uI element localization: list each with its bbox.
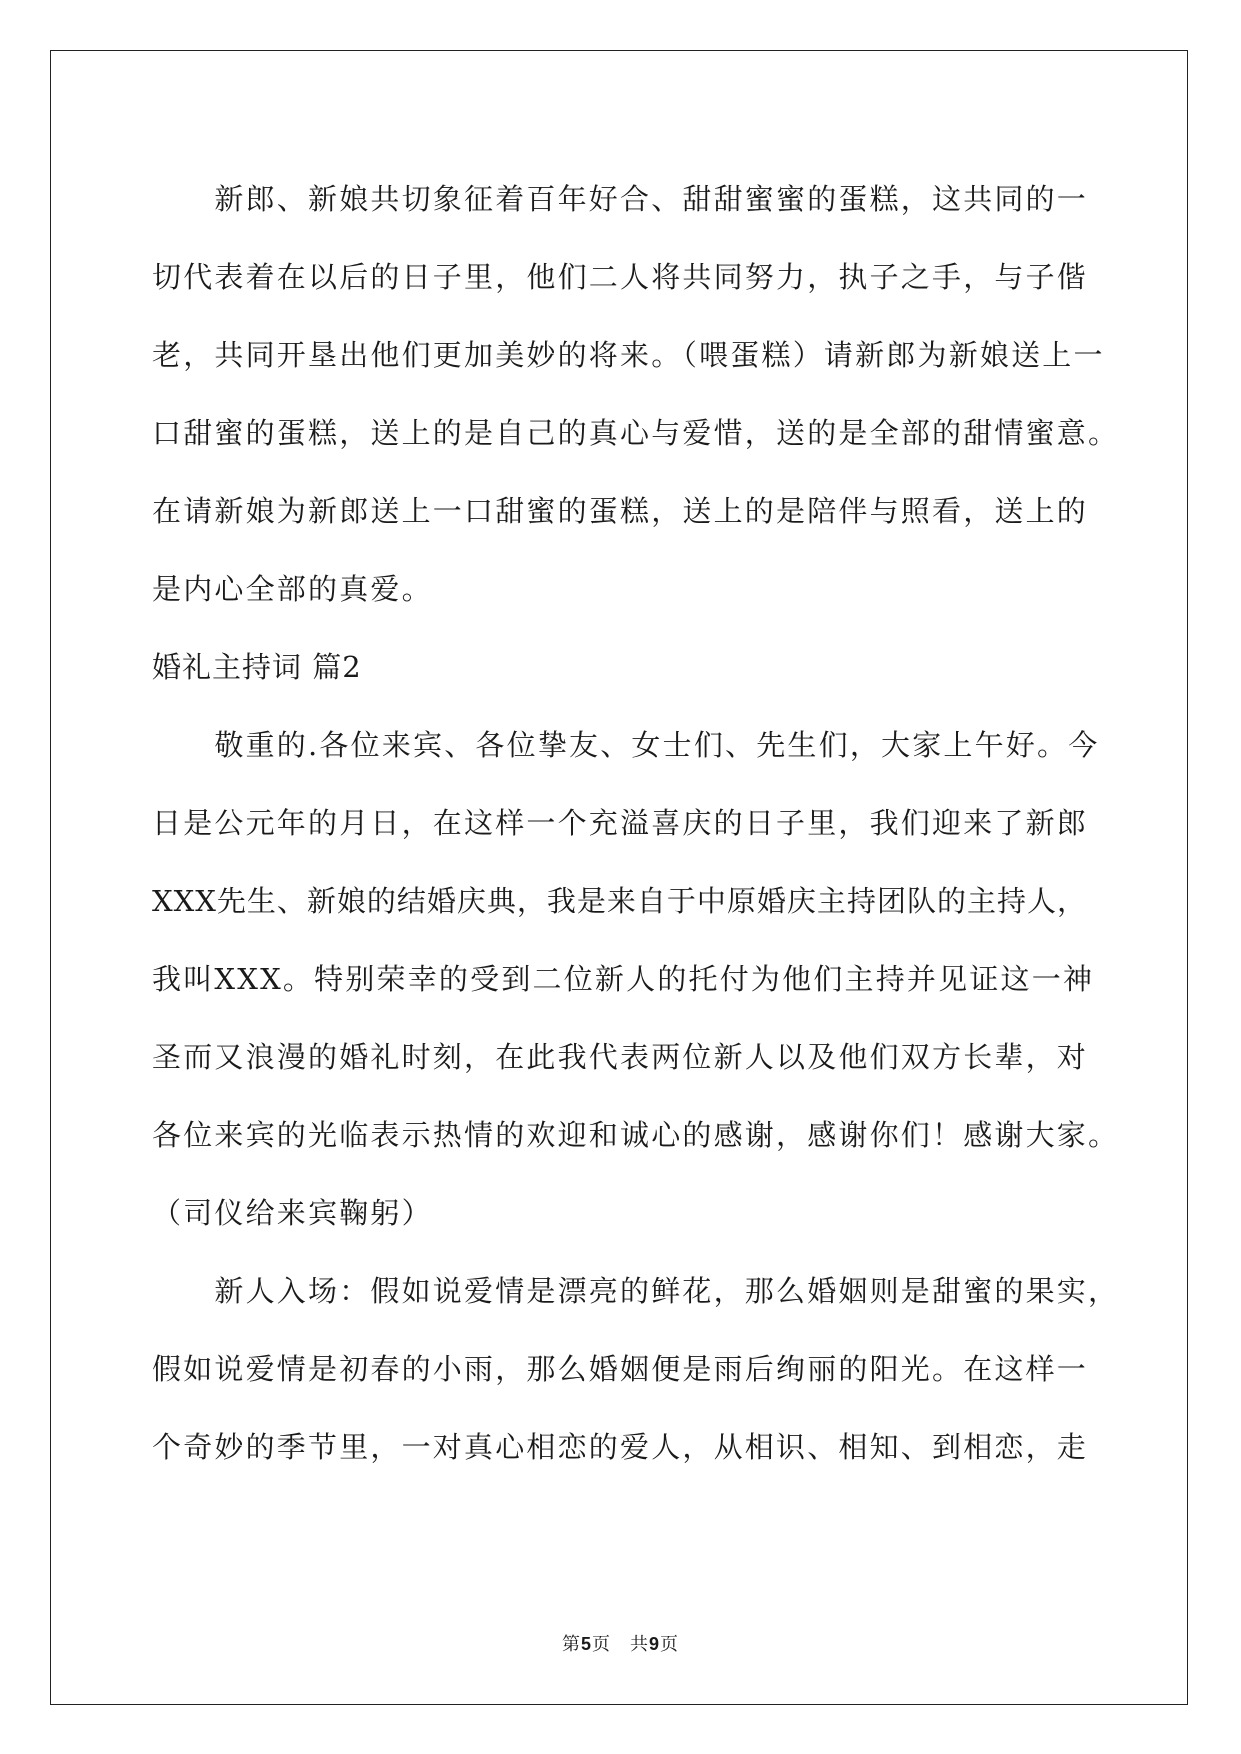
footer-suffix: 页 [660,1634,680,1655]
text-line: XXX先生、新娘的结婚庆典，我是来自于中原婚庆主持团队的主持人， [152,884,1087,918]
text-line: 假如说爱情是初春的小雨，那么婚姻便是雨后绚丽的阳光。在这样一 [152,1352,1089,1386]
text-line: 圣而又浪漫的婚礼时刻，在此我代表两位新人以及他们双方长辈，对 [152,1040,1089,1074]
current-page-number: 5 [580,1634,592,1654]
text-line: 切代表着在以后的日子里，他们二人将共同努力，执子之手，与子偕 [152,260,1089,294]
footer-prefix: 第 [561,1634,581,1655]
section-heading: 婚礼主持词 篇2 [152,650,362,684]
text-line: 我叫XXX。特别荣幸的受到二位新人的托付为他们主持并见证这一神 [152,962,1095,996]
text-line: 老，共同开垦出他们更加美妙的将来。（喂蛋糕）请新郎为新娘送上一 [152,338,1105,372]
text-line: 是内心全部的真爱。 [152,572,433,606]
total-page-number: 9 [649,1634,661,1654]
text-line: 各位来宾的光临表示热情的欢迎和诚心的感谢，感谢你们！感谢大家。 [152,1118,1120,1152]
page-footer [0,1630,1241,1656]
text-line: 口甜蜜的蛋糕，送上的是自己的真心与爱惜，送的是全部的甜情蜜意。 [152,416,1120,450]
text-line: 个奇妙的季节里，一对真心相恋的爱人，从相识、相知、到相恋，走 [152,1430,1089,1464]
text-line: 新人入场：假如说爱情是漂亮的鲜花，那么婚姻则是甜蜜的果实， [152,1274,1120,1308]
text-line: （司仪给来宾鞠躬） [152,1196,433,1230]
text-line: 在请新娘为新郎送上一口甜蜜的蛋糕，送上的是陪伴与照看，送上的 [152,494,1089,528]
text-line: 新郎、新娘共切象征着百年好合、甜甜蜜蜜的蛋糕，这共同的一 [152,182,1089,216]
footer-middle: 页 共 [592,1634,649,1655]
document-body [152,160,1120,1486]
text-line: 敬重的.各位来宾、各位挚友、女士们、先生们，大家上午好。今 [152,728,1100,762]
text-line: 日是公元年的月日，在这样一个充溢喜庆的日子里，我们迎来了新郎 [152,806,1089,840]
